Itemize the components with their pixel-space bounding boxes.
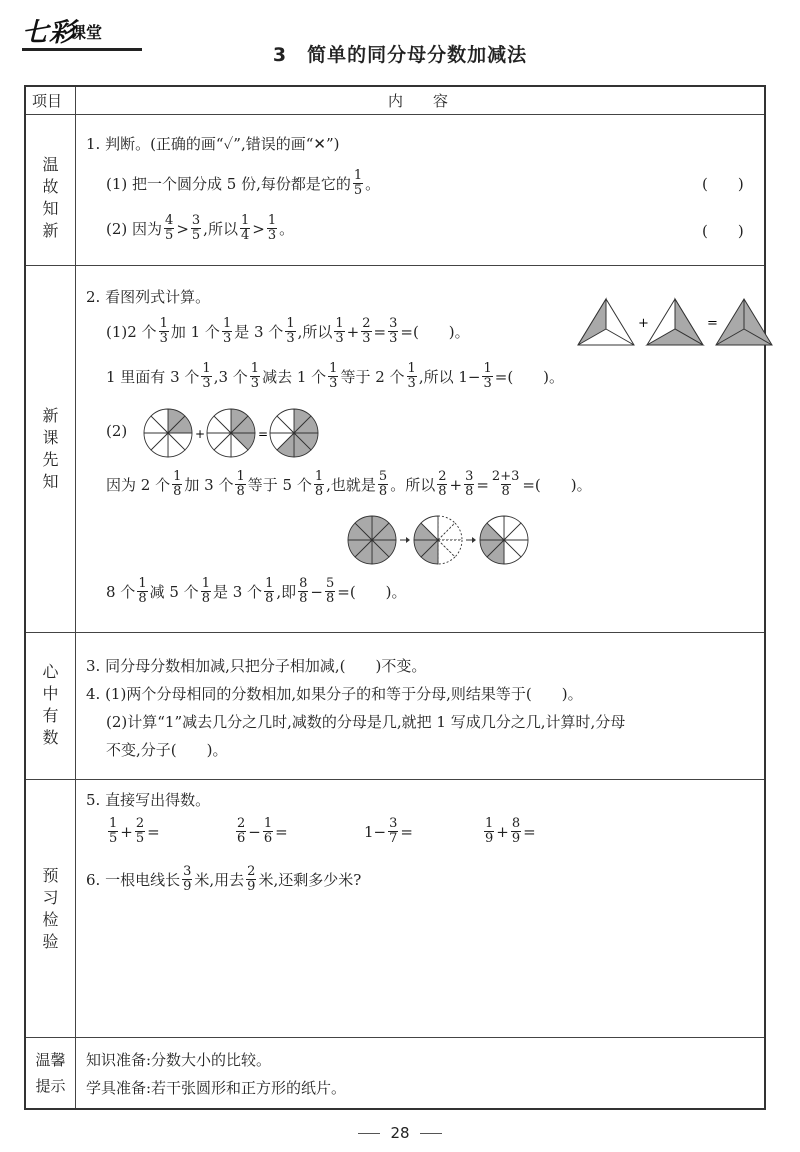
figure-plus-sign: + xyxy=(195,427,206,441)
page-footer xyxy=(0,1124,800,1142)
circle-5-eighths xyxy=(270,409,318,457)
q3-text: 3. 同分母分数相加减,只把分子相加减,( )不变。 xyxy=(86,657,427,675)
triangle-middle xyxy=(647,299,703,345)
row-divider xyxy=(26,779,764,780)
q5-stem: 5. 直接写出得数。 xyxy=(86,791,211,809)
triangle-right xyxy=(716,299,772,345)
brand-text: 课堂 xyxy=(70,23,103,42)
section-label-preview-check: 预 习 检 验 xyxy=(42,866,59,951)
q6-text: 6. 一根电线长 $\frac{3}{9}$ 米,用去 $\frac{2}{9}$ 米,还剩多少米? xyxy=(86,864,362,894)
tip-materials: 学具准备:若干张圆形和正方形的纸片。 xyxy=(86,1079,347,1097)
circle-figure-subtraction xyxy=(346,514,536,570)
q1-item1-answer[interactable]: ( ) xyxy=(702,175,744,193)
q2-line3: 因为 2 个 $\frac{1}{8}$ 加 3 个 $\frac{1}{8}$ 等于 5 个 $\frac{1}{8}$ ,也就是 $\frac{5}{8}$ 。所以 $\frac{2}{8}$ + $\frac{3}{8}$ = $\frac{2+3}{8}$ =( )。 xyxy=(106,469,592,499)
arrow-right xyxy=(400,537,410,543)
tip-knowledge: 知识准备:分数大小的比较。 xyxy=(86,1051,272,1069)
q2-line1: (1)2 个 $\frac{1}{3}$ 加 1 个 $\frac{1}{3}$ 是 3 个 $\frac{1}{3}$ ,所以 $\frac{1}{3}$ + $\frac{2}{3}$ = $\frac{3}{3}$ =( )。 xyxy=(106,316,470,346)
figure-equals-sign: = xyxy=(707,316,718,331)
q4-part2-cont: 不变,分子( )。 xyxy=(106,741,228,759)
circle-2-eighths xyxy=(144,409,192,457)
section-label-review: 温 故 知 新 xyxy=(42,155,59,240)
page-number: 28 xyxy=(390,1124,410,1142)
row-divider xyxy=(26,1037,764,1038)
figure-plus-sign: + xyxy=(638,316,649,331)
circle-8-eighths xyxy=(348,516,396,564)
q2-line4: 8 个 $\frac{1}{8}$ 减 5 个 $\frac{1}{8}$ 是 3 个 $\frac{1}{8}$ ,即 $\frac{8}{8}$ − $\frac{5}{8}$ =( )。 xyxy=(106,576,407,606)
brand-mark: 七彩 xyxy=(22,18,77,48)
figure-equals-sign: = xyxy=(258,427,269,441)
circle-3-eighths xyxy=(207,409,255,457)
fraction: $\frac{1}{5}$ xyxy=(353,168,363,198)
q1-item2: (2) 因为 $\frac{4}{5}$ > $\frac{3}{5}$ ,所以 $\frac{1}{4}$ > $\frac{1}{3}$ 。 xyxy=(106,213,295,243)
q5-exercise-1: $\frac{1}{5}$ + $\frac{2}{5}$ = xyxy=(109,816,160,846)
triangle-figure xyxy=(576,295,776,355)
triangle-left xyxy=(578,299,634,345)
section-label-new-lesson: 新 课 先 知 xyxy=(42,406,59,491)
q5-exercise-4: $\frac{1}{9}$ + $\frac{8}{9}$ = xyxy=(485,816,536,846)
header-content: 内 容 xyxy=(388,92,449,110)
circle-take-away xyxy=(414,516,462,564)
q1-stem: 1. 判断。(正确的画“✓”,错误的画“✕”) xyxy=(86,135,340,153)
q4-part2: (2)计算“1”减去几分之几时,减数的分母是几,就把 1 写成几分之几,计算时,分母 xyxy=(106,713,626,731)
q1-item2-answer[interactable]: ( ) xyxy=(702,222,744,240)
worksheet-table xyxy=(24,85,766,1110)
q2-line2: 1 里面有 3 个 $\frac{1}{3}$ ,3 个 $\frac{1}{3}$ 减去 1 个 $\frac{1}{3}$ 等于 2 个 $\frac{1}{3}$ ,所以 1− $\frac{1}{3}$ =( )。 xyxy=(106,361,565,391)
arrow-right xyxy=(466,537,476,543)
q5-exercise-2: $\frac{2}{6}$ − $\frac{1}{6}$ = xyxy=(237,816,288,846)
row-divider xyxy=(26,114,764,115)
q2-stem: 2. 看图列式计算。 xyxy=(86,288,211,306)
row-divider xyxy=(26,265,764,266)
circle-3-eighths-result xyxy=(480,516,528,564)
q5-exercise-3: 1 − $\frac{3}{7}$ = xyxy=(364,816,413,846)
column-divider xyxy=(75,87,76,1108)
page-title: 3 简单的同分母分数加减法 xyxy=(272,44,528,66)
q1-item1: (1) 把一个圆分成 5 份,每份都是它的 $\frac{1}{5}$ 。 xyxy=(106,168,381,198)
circle-figure-addition xyxy=(142,407,332,463)
section-label-summary: 心 中 有 数 xyxy=(42,662,59,747)
q2-part2-label: (2) xyxy=(106,422,128,440)
q4-part1: 4. (1)两个分母相同的分数相加,如果分子的和等于分母,则结果等于( )。 xyxy=(86,685,583,703)
row-divider xyxy=(26,632,764,633)
section-label-tips: 温馨 提示 xyxy=(35,1051,66,1095)
header-project: 项目 xyxy=(32,92,63,110)
